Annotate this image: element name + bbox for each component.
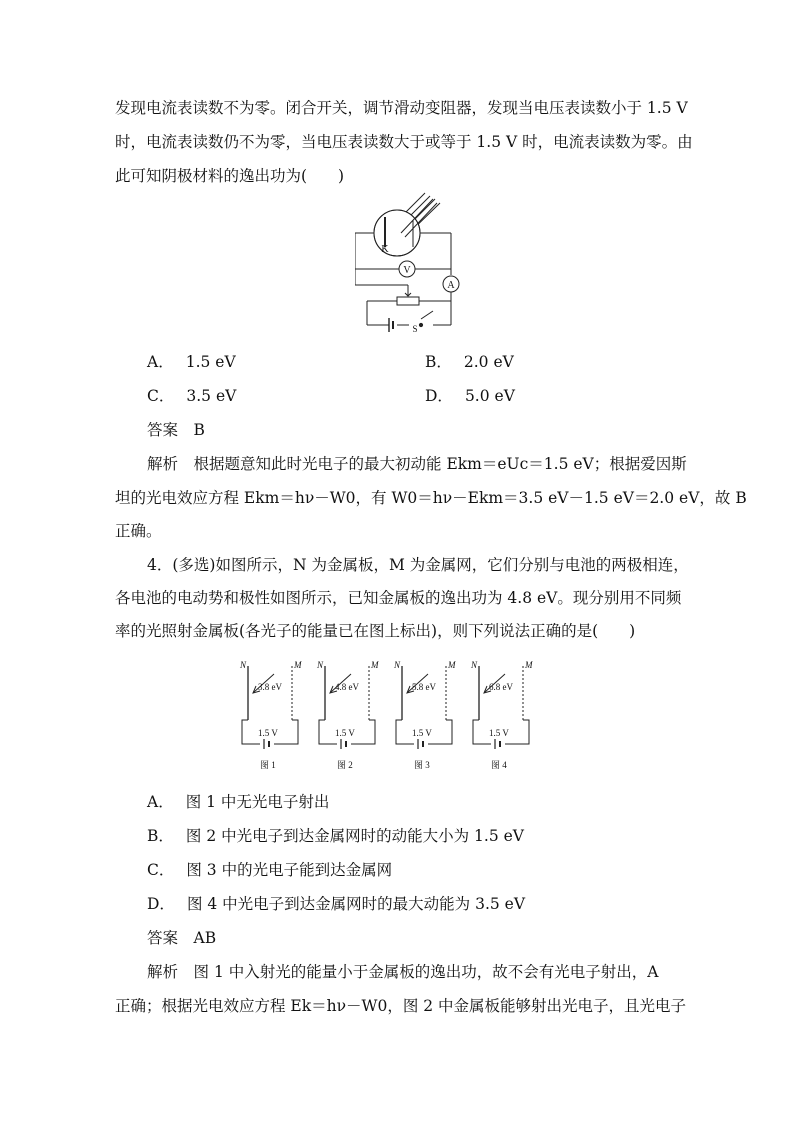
photon-energy-label: 5.8 eV [412,682,436,692]
figure-panel-4 [470,660,533,770]
q3-analysis-line-3: 正确。 [115,522,162,540]
photon-energy-label: 3.8 eV [258,682,282,692]
q4-option-b: B． 图 2 中光电子到达金属网时的动能大小为 1.5 eV [147,827,524,845]
figure-panel-3 [393,660,456,770]
plate-n-label: N [317,660,324,670]
figure-panel-1 [239,660,302,770]
mesh-m-label: M [525,660,533,670]
battery-voltage-label: 1.5 V [258,728,278,738]
figure-caption: 图 3 [414,760,430,770]
figure-panel-2 [316,660,379,770]
circuit-figure [355,185,465,335]
q4-option-c: C． 图 3 中的光电子能到达金属网 [147,861,393,879]
q3-option-a: A． 1.5 eV [147,353,236,371]
q3-option-c: C． 3.5 eV [147,387,237,405]
plate-n-label: N [471,660,478,670]
q4-option-d: D． 图 4 中光电子到达金属网时的最大动能为 3.5 eV [147,895,526,913]
battery-voltage-label: 1.5 V [412,728,432,738]
ammeter-label: A [447,280,455,291]
q4-stem-line-3: 率的光照射金属板(各光子的能量已在图上标出)，则下列说法正确的是( ) [115,622,636,640]
mesh-m-label: M [371,660,379,670]
q4-figures [238,658,568,776]
plate-n-label: N [240,660,247,670]
photon-energy-label: 4.8 eV [335,682,359,692]
voltmeter-label: V [403,265,411,276]
q3-answer: 答案 B [147,421,205,439]
q4-stem-line-1: 4．(多选)如图所示，N 为金属板，M 为金属网，它们分别与电池的两极相连， [147,556,689,574]
mesh-m-label: M [448,660,456,670]
battery-voltage-label: 1.5 V [335,728,355,738]
switch-label: S [412,324,418,334]
q3-analysis-line-2: 坦的光电效应方程 Ekm＝hν－W0，有 W0＝hν－Ekm＝3.5 eV－1.5 eV＝2.0 eV，故 B [115,489,747,507]
q3-analysis-line-1: 解析 根据题意知此时光电子的最大初动能 Ekm＝eUc＝1.5 eV；根据爱因斯 [147,455,687,473]
photon-energy-label: 6.8 eV [489,682,513,692]
cathode-label: K [381,244,389,255]
q4-option-a: A． 图 1 中无光电子射出 [147,793,330,811]
figure-caption: 图 2 [337,760,353,770]
q3-option-b: B． 2.0 eV [425,353,514,371]
figure-caption: 图 4 [491,760,507,770]
q4-answer: 答案 AB [147,929,217,947]
plate-n-label: N [394,660,401,670]
figure-caption: 图 1 [260,760,276,770]
battery-voltage-label: 1.5 V [489,728,509,738]
mesh-m-label: M [294,660,302,670]
q4-stem-line-2: 各电池的电动势和极性如图所示，已知金属板的逸出功为 4.8 eV。现分别用不同频 [115,589,682,607]
intro-line-2: 时，电流表读数仍不为零，当电压表读数大于或等于 1.5 V 时，电流表读数为零。由 [115,133,693,151]
intro-line-1: 发现电流表读数不为零。闭合开关，调节滑动变阻器，发现当电压表读数小于 1.5 V [115,99,688,117]
q4-analysis-line-1: 解析 图 1 中入射光的能量小于金属板的逸出功，故不会有光电子射出，A [147,963,659,981]
q3-option-d: D． 5.0 eV [425,387,515,405]
q4-analysis-line-2: 正确；根据光电效应方程 Ek＝hν－W0，图 2 中金属板能够射出光电子，且光电子 [115,997,687,1015]
intro-line-3: 此可知阴极材料的逸出功为( ) [115,167,345,185]
